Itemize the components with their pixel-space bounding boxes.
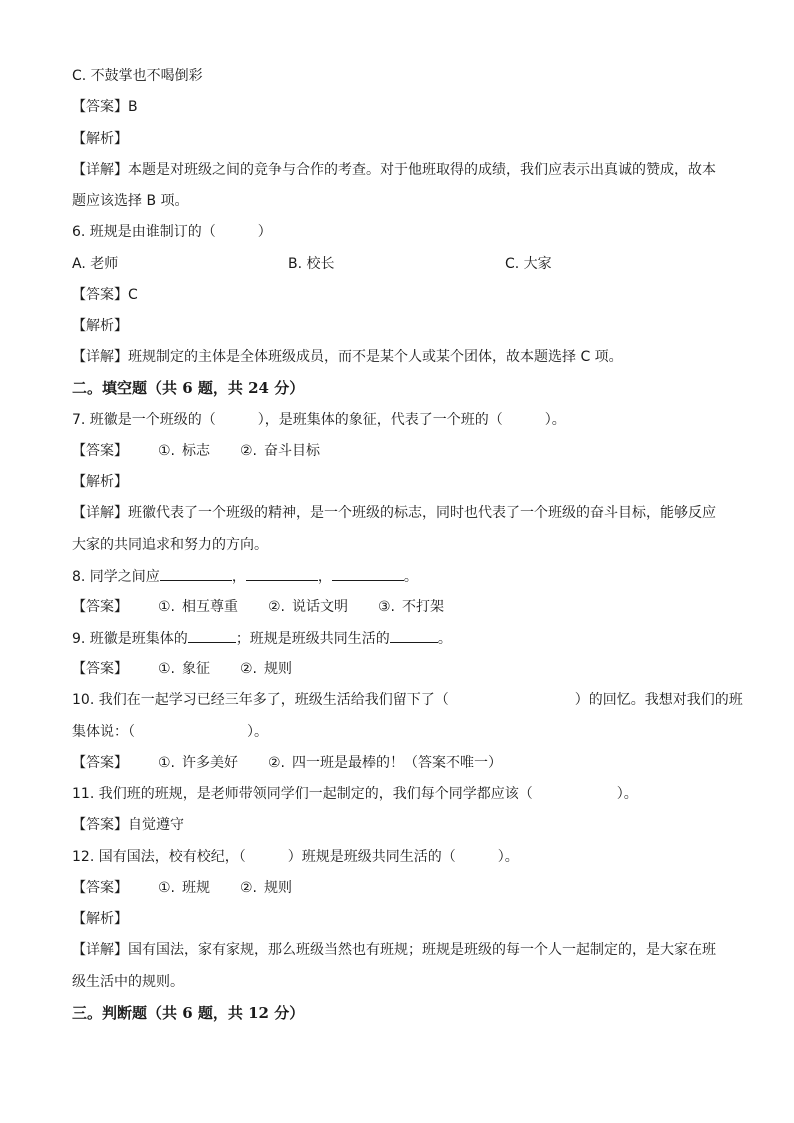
q12-analysis-label: 【解析】 <box>72 911 128 927</box>
q6-question: 6. 班规是由谁制订的（ ） <box>72 224 272 240</box>
q5-answer <box>72 97 138 117</box>
detail-text: 班徽代表了一个班级的精神，是一个班级的标志，同时也代表了一个班级的奋斗目标，能够反应 <box>128 505 716 521</box>
section-2-title: 二。填空题（共 6 题，共 24 分） <box>72 379 305 397</box>
q12-detail-line1 <box>72 940 716 960</box>
detail-text: 班规制定的主体是全体班级成员，而不是某个人或某个团体，故本题选择 C 项。 <box>128 349 623 365</box>
answer-label: 【答案】 <box>72 443 128 459</box>
answer-label: 【答案】 <box>72 99 128 115</box>
answer-value: 自觉遵守 <box>128 817 184 833</box>
detail-label: 【详解】 <box>72 942 128 958</box>
blank-1[interactable] <box>188 628 236 643</box>
blank-2[interactable] <box>390 628 438 643</box>
answer-value: C <box>128 287 138 303</box>
q12-detail-line2: 级生活中的规则。 <box>72 974 184 990</box>
q10-question-line2: 集体说：（ ）。 <box>72 724 268 740</box>
q5-analysis-label: 【解析】 <box>72 131 128 147</box>
q8-answer: 【答案】 ①. 相互尊重 ②. 说话文明 ③. 不打架 <box>72 599 444 615</box>
detail-label: 【详解】 <box>72 505 128 521</box>
q5-option-c: C. 不鼓掌也不喝倒彩 <box>72 68 203 84</box>
q6-analysis-label: 【解析】 <box>72 318 128 334</box>
q6-option-a: A. 老师 <box>72 256 119 272</box>
q10-answer: 【答案】 ①. 许多美好 ②. 四一班是最棒的！（答案不唯一） <box>72 755 502 771</box>
detail-text: 本题是对班级之间的竞争与合作的考查。对于他班取得的成绩，我们应表示出真诚的赞成，故本 <box>128 162 716 178</box>
answer-label: 【答案】 <box>72 817 128 833</box>
q9-question: 9. 班徽是班集体的 ；班规是班级共同生活的 。 <box>72 628 452 649</box>
answer-label: 【答案】 <box>72 755 128 771</box>
detail-text: 国有国法，家有家规，那么班级当然也有班规；班规是班级的每一个人一起制定的，是大家在班 <box>128 942 716 958</box>
detail-label: 【详解】 <box>72 162 128 178</box>
q7-analysis-label: 【解析】 <box>72 474 128 490</box>
q6-option-c: C. 大家 <box>505 256 552 272</box>
answer-label: 【答案】 <box>72 599 128 615</box>
q6-detail <box>72 347 623 367</box>
answer-label: 【答案】 <box>72 880 128 896</box>
q12-question: 12. 国有国法，校有校纪，（ ）班规是班级共同生活的（ ）。 <box>72 849 519 865</box>
q5-detail-line1 <box>72 160 716 180</box>
q7-detail-line1 <box>72 503 716 523</box>
q10-question-line1: 10. 我们在一起学习已经三年多了，班级生活给我们留下了（ ）的回忆。我想对我们的班 <box>72 692 743 708</box>
answer-label: 【答案】 <box>72 287 128 303</box>
q8-question: 8. 同学之间应 ， ， 。 <box>72 566 418 587</box>
detail-label: 【详解】 <box>72 349 128 365</box>
q11-question: 11. 我们班的班规，是老师带领同学们一起制定的，我们每个同学都应该（ ）。 <box>72 786 638 802</box>
answer-value: B <box>128 99 138 115</box>
q7-answer: 【答案】 ①. 标志 ②. 奋斗目标 <box>72 443 320 459</box>
section-3-title: 三。判断题（共 6 题，共 12 分） <box>72 1004 305 1022</box>
q12-answer: 【答案】 ①. 班规 ②. 规则 <box>72 880 292 896</box>
q9-answer: 【答案】 ①. 象征 ②. 规则 <box>72 661 292 677</box>
q6-answer <box>72 285 138 305</box>
q7-detail-line2: 大家的共同追求和努力的方向。 <box>72 537 268 553</box>
q7-question: 7. 班徽是一个班级的（ ），是班集体的象征，代表了一个班的（ ）。 <box>72 412 566 428</box>
q5-detail-line2: 题应该选择 B 项。 <box>72 193 189 209</box>
answer-label: 【答案】 <box>72 661 128 677</box>
q6-option-b: B. 校长 <box>288 256 335 272</box>
blank-3[interactable] <box>332 566 404 581</box>
blank-1[interactable] <box>160 566 232 581</box>
blank-2[interactable] <box>246 566 318 581</box>
q11-answer <box>72 815 184 835</box>
